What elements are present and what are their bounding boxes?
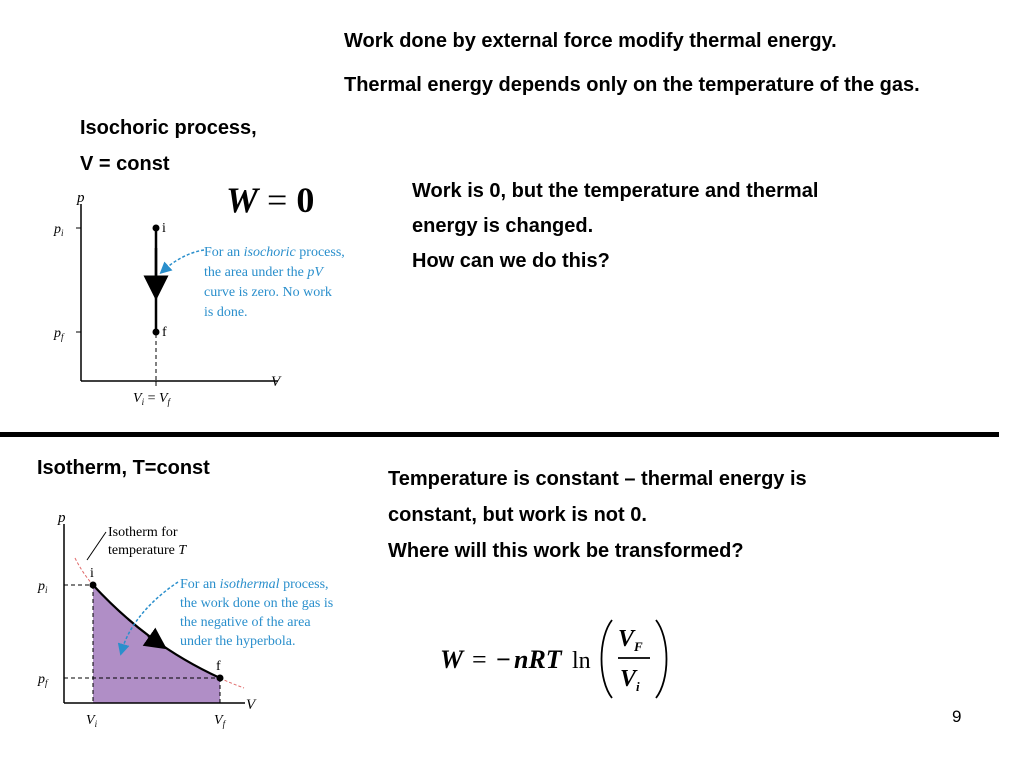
isochoric-caption [204,245,345,320]
pi-label: $p_i$ [38,579,48,595]
isotherm-label-pointer [87,532,106,560]
callout-arrow [164,250,204,270]
point-f [217,675,224,682]
formula-equals: = [267,180,288,220]
y-axis-label: p [77,190,85,206]
caption-line-3: the negative of the area [180,615,311,630]
formula-nrt: nRT [514,645,562,674]
isotherm-note [388,461,807,569]
isochoric-note-line2: energy is changed. [412,215,594,237]
x-axis-label: V [246,697,256,713]
vi-label: $V_i$ [86,713,98,729]
point-f [153,329,160,336]
isochoric-note [412,174,818,279]
isochoric-title: Isochoric process, [80,117,257,139]
page-number: 9 [952,707,962,726]
isochoric-note-line1: Work is 0, but the temperature and thermal [412,180,819,202]
statement-work-external-force: Work done by external force modify thermal energy. [344,30,837,52]
isotherm-note-line3: Where will this work be transformed? [388,540,744,562]
caption-line-1: For an isochoric process, [204,245,345,260]
formula-w: W [226,180,259,220]
formula-ln: ln [572,648,591,674]
point-f-label: f [162,325,167,340]
formula-minus: − [496,645,511,674]
caption-line-4: under the hyperbola. [180,634,296,649]
point-i-label: i [162,221,166,236]
y-axis-label: p [58,510,66,526]
left-paren [602,620,613,698]
caption-line-2: the work done on the gas is [180,596,334,611]
caption-line-4: is done. [204,305,248,320]
point-i [90,582,97,589]
isotherm-work-formula [430,614,680,704]
statement-thermal-energy: Thermal energy depends only on the temperature of the gas. [344,74,920,96]
isotherm-label-line2: temperature T [108,543,187,558]
isochoric-pv-diagram [40,188,400,418]
x-axis-label: V [271,374,281,390]
point-i-label: i [90,566,94,581]
formula-zero: 0 [296,180,315,220]
pf-label: $p_f$ [54,326,64,342]
formula-w: W [440,645,464,674]
v-equal-label: $V_i = V_f$ [133,391,171,407]
isotherm-title: Isotherm, T=const [37,457,210,479]
isotherm-note-line1: Temperature is constant – thermal energy is [388,468,807,490]
isotherm-pv-diagram [30,510,390,740]
pf-label: $p_f$ [38,672,48,688]
formula-equals: = [472,645,487,674]
section-divider [0,432,999,437]
isotherm-label-line1: Isotherm for [108,525,178,540]
point-f-label: f [216,659,221,674]
isotherm-caption [180,577,333,649]
caption-line-3: curve is zero. No work [204,285,332,300]
isotherm-note-line2: constant, but work is not 0. [388,504,647,526]
isochoric-note-line3: How can we do this? [412,250,610,272]
vf-label: $V_f$ [214,713,226,729]
fraction-denominator: $V_i$ [620,666,640,694]
caption-line-2: the area under the pV [204,265,323,280]
right-paren [656,620,667,698]
pi-label: $p_i$ [54,222,64,238]
point-i [153,225,160,232]
fraction-numerator: $V_F$ [618,626,643,654]
isochoric-subtitle: V = const [80,153,170,175]
caption-line-1: For an isothermal process, [180,577,329,592]
